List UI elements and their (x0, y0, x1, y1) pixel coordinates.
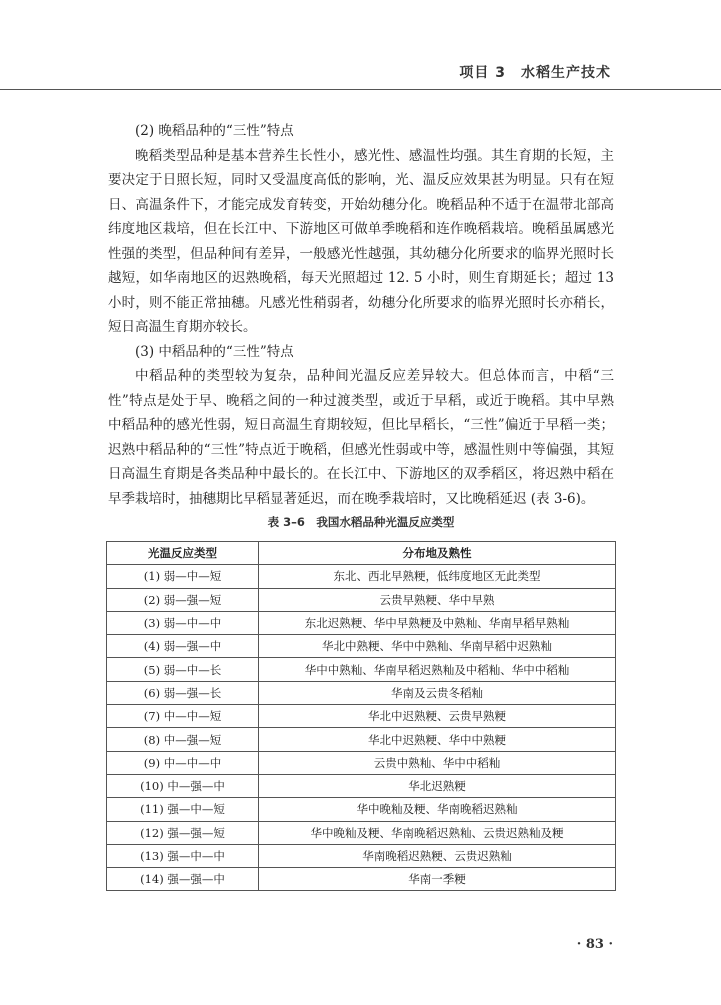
cell-distribution: 华中晚籼及粳、华南晚稻迟熟籼、云贵迟熟籼及粳 (259, 821, 616, 844)
cell-response-type: (13) 强—中—中 (107, 844, 259, 867)
cell-response-type: (4) 弱—强—中 (107, 635, 259, 658)
cell-distribution: 华北中熟粳、华中中熟籼、华南早稻中迟熟籼 (259, 635, 616, 658)
light-temperature-response-table (106, 541, 616, 891)
table-row (107, 751, 616, 774)
cell-response-type: (7) 中—中—短 (107, 705, 259, 728)
cell-distribution: 华南及云贵冬稻籼 (259, 681, 616, 704)
paragraph-late-rice: 晚稻类型品种是基本营养生长性小，感光性、感温性均强。其生育期的长短，主要决定于日照长短，同时又受温度高低的影响，光、温反应效果甚为明显。只有在短日、高温条件下，才能完成发育转变，开始幼穗分化。晚稻品种不适于在温带北部高纬度地区栽培，但在长江中、下游地区可做单季晚稻和连作晚稻栽培。晚稻虽属感光性强的类型，但品种间有差异，一般感光性越强，其幼穗分化所要求的临界光照时长越短，如华南地区的迟熟晚稻，每天光照超过 12. 5 小时，则生育期延长；超过 13 小时，则不能正常抽穗。凡感光性稍弱者，幼穗分化所要求的临界光照时长亦稍长，短日高温生育期亦较长。 (108, 147, 614, 335)
cell-response-type: (9) 中—中—中 (107, 751, 259, 774)
table-row (107, 705, 616, 728)
cell-distribution: 华中中熟籼、华南早稻迟熟籼及中稻籼、华中中稻籼 (259, 658, 616, 681)
cell-distribution: 华南一季粳 (259, 868, 616, 891)
cell-distribution: 云贵早熟粳、华中早熟 (259, 588, 616, 611)
running-header (0, 56, 721, 90)
table-row (107, 868, 616, 891)
cell-response-type: (5) 弱—中—长 (107, 658, 259, 681)
table-caption: 表 3–6 我国水稻品种光温反应类型 (267, 515, 455, 529)
cell-distribution: 云贵中熟籼、华中中稻籼 (259, 751, 616, 774)
paragraph-middle-rice: 中稻品种的类型较为复杂，品种间光温反应差异较大。但总体而言，中稻“三性”特点是处于早、晚稻之间的一种过渡类型，或近于早稻，或近于晚稻。其中早熟中稻品种的感光性弱，短日高温生育期较短，但比早稻长，“三性”偏近于早稻一类；迟熟中稻品种的“三性”特点近于晚稻，但感光性弱或中等，感温性则中等偏强，其短日高温生育期是各类品种中最长的。在长江中、下游地区的双季稻区，将迟熟中稻在早季栽培时，抽穗期比早稻显著延迟，而在晚季栽培时，又比晚稻延迟 (表 3-6)。 (108, 368, 614, 507)
body-text (108, 119, 614, 511)
table-row (107, 658, 616, 681)
cell-response-type: (1) 弱—中—短 (107, 565, 259, 588)
cell-response-type: (2) 弱—强—短 (107, 588, 259, 611)
table-row (107, 821, 616, 844)
table-row (107, 565, 616, 588)
table-row (107, 681, 616, 704)
cell-response-type: (12) 强—强—短 (107, 821, 259, 844)
cell-distribution: 华中晚籼及粳、华南晚稻迟熟籼 (259, 798, 616, 821)
running-header-title: 项目 3 水稻生产技术 (459, 65, 611, 81)
cell-distribution: 华北中迟熟粳、云贵早熟粳 (259, 705, 616, 728)
table-row (107, 774, 616, 797)
table-header-row (107, 542, 616, 565)
cell-distribution: 华北迟熟粳 (259, 774, 616, 797)
cell-response-type: (11) 强—中—短 (107, 798, 259, 821)
cell-distribution: 东北迟熟粳、华中早熟粳及中熟籼、华南早稻早熟籼 (259, 611, 616, 634)
cell-response-type: (10) 中—强—中 (107, 774, 259, 797)
section-heading-late-rice: (2) 晚稻品种的“三性”特点 (135, 123, 294, 139)
cell-distribution: 华南晚稻迟熟粳、云贵迟熟籼 (259, 844, 616, 867)
cell-response-type: (14) 强—强—中 (107, 868, 259, 891)
page-number: · 83 · (576, 937, 613, 952)
table-row (107, 844, 616, 867)
table-row (107, 728, 616, 751)
column-header-type: 光温反应类型 (107, 542, 259, 565)
table-container (106, 541, 615, 891)
table-row (107, 588, 616, 611)
cell-response-type: (3) 弱—中—中 (107, 611, 259, 634)
table-row (107, 611, 616, 634)
table-row (107, 798, 616, 821)
cell-distribution: 华北中迟熟粳、华中中熟粳 (259, 728, 616, 751)
table-row (107, 635, 616, 658)
column-header-distribution: 分布地及熟性 (259, 542, 616, 565)
cell-response-type: (6) 弱—强—长 (107, 681, 259, 704)
section-heading-middle-rice: (3) 中稻品种的“三性”特点 (135, 343, 294, 360)
cell-distribution: 东北、西北早熟粳，低纬度地区无此类型 (259, 565, 616, 588)
cell-response-type: (8) 中—强—短 (107, 728, 259, 751)
